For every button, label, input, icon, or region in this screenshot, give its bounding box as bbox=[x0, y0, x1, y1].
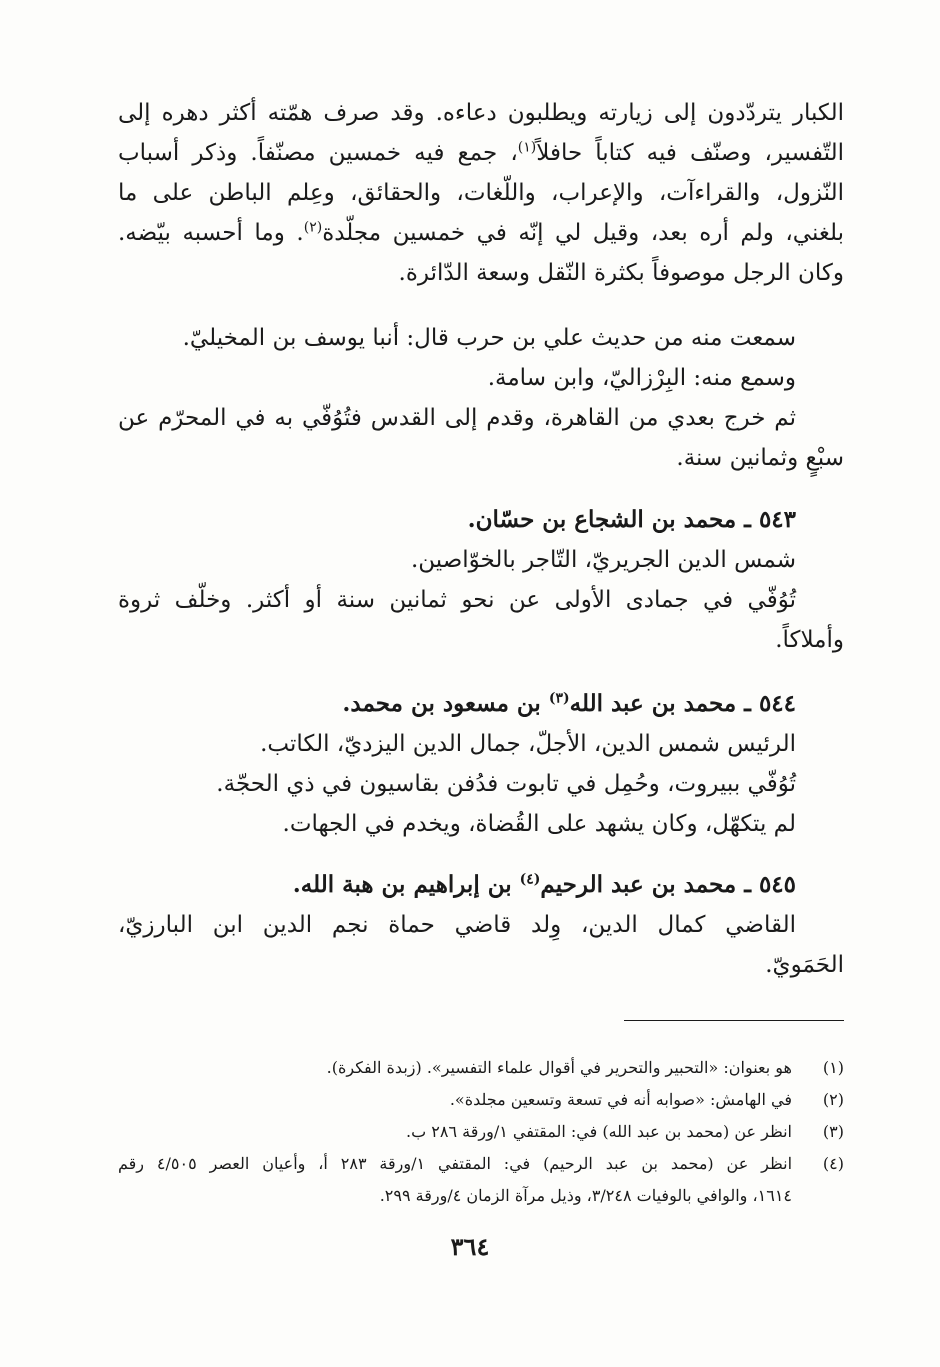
footnote-ref: (٢) bbox=[303, 219, 323, 236]
entry-heading: ٥٤٥ ـ محمد بن عبد الرحيم$^{(٤)}$ بن إبراهيم بن هبة الله. bbox=[292, 871, 796, 898]
text-line: ثم خرج بعدي من القاهرة، وقدم إلى القدس فتُوُفّي به في المحرّم عن bbox=[118, 405, 796, 431]
text-line: سمعت منه من حديث علي بن حرب قال: أنبا يوسف بن المخيليّ. bbox=[182, 325, 796, 351]
footnote bbox=[118, 1116, 844, 1148]
paragraph-hearing-and-death bbox=[118, 318, 844, 478]
footnote bbox=[118, 1084, 844, 1116]
text-line: وكان الرجل موصوفاً بكثرة النّقل وسعة الدّائرة. bbox=[398, 260, 844, 286]
text-line: القاضي كمال الدين، وِلد قاضي حماة نجم الدين ابن البارزيّ، bbox=[118, 912, 796, 938]
entry-heading: ٥٤٤ ـ محمد بن عبد الله$^{(٣)}$ بن مسعود بن محمد. bbox=[342, 690, 796, 717]
text-line: الحَمَويّ. bbox=[765, 952, 844, 978]
footnote-text: انظر عن (محمد بن عبد الرحيم) في: المقتفي ١/ورقة ٢٨٣ أ، وأعيان العصر ٤/٥٠٥ رقم bbox=[118, 1154, 792, 1173]
footnote bbox=[118, 1148, 844, 1212]
page-number: ٣٦٤ bbox=[450, 1232, 490, 1261]
text-line: تُوُفّي ببيروت، وحُمِل في تابوت فدُفن بقاسيون في ذي الحجّة. bbox=[216, 771, 796, 797]
text-line: شمس الدين الجريريّ، التّاجر بالخوّاصين. bbox=[410, 547, 796, 573]
text-line: وأملاكاً. bbox=[775, 627, 844, 653]
footnote-text: ١٦١٤، والوافي بالوفيات ٣/٢٤٨، وذيل مرآة الزمان ٤/ورقة ٢٩٩. bbox=[379, 1186, 792, 1205]
footnotes bbox=[118, 1052, 844, 1212]
text-line: تُوُفّي في جمادى الأولى عن نحو ثمانين سنة أو أكثر. وخلّف ثروة bbox=[118, 587, 796, 613]
footnote-text: هو بعنوان: «التحبير والتحرير في أقوال علماء التفسير». (زبدة الفكرة). bbox=[326, 1058, 792, 1077]
footnote-ref: (٤) bbox=[519, 871, 541, 888]
footnote-text: انظر عن (محمد بن عبد الله) في: المقتفي ١/ورقة ٢٨٦ ب. bbox=[406, 1122, 792, 1141]
footnote-number: (٤) bbox=[822, 1154, 844, 1173]
entry-544 bbox=[118, 684, 844, 844]
entry-543 bbox=[118, 500, 844, 660]
text-line: الرئيس شمس الدين، الأجلّ، جمال الدين اليزديّ، الكاتب. bbox=[260, 731, 796, 757]
footnote-number: (١) bbox=[822, 1058, 844, 1077]
footnote-number: (٢) bbox=[822, 1090, 844, 1109]
text-line: النّزول، والقراءآت، والإعراب، واللّغات، والحقائق، وعِلم الباطن على ما bbox=[118, 180, 844, 206]
entry-545 bbox=[118, 865, 844, 985]
text-line: لم يتكهّل، وكان يشهد على القُضاة، ويخدم في الجهات. bbox=[282, 811, 796, 837]
footnote bbox=[118, 1052, 844, 1084]
footnote-number: (٣) bbox=[822, 1122, 844, 1141]
footnote-ref: (١) bbox=[517, 139, 537, 156]
footnote-text: في الهامش: «صوابه أنه في تسعة وتسعين مجلدة». bbox=[449, 1090, 792, 1109]
text-line: وسمع منه: البِرْزاليّ، وابن سامة. bbox=[487, 365, 796, 391]
text-line: بلغني، ولم أره بعد، وقيل لي إنّه في خمسين مجلّدة$^{(٢)}$. وما أحسبه بيّضه. bbox=[118, 219, 844, 246]
text-line: التّفسير، وصنّف فيه كتاباً حافلاً$^{(١)}$، جمع فيه خمسين مصنّفاً. وذكر أسباب bbox=[118, 139, 844, 166]
paragraph-biography-continued bbox=[118, 93, 844, 293]
footnote-separator bbox=[624, 1020, 844, 1021]
text-line: سبْعٍ وثمانين سنة. bbox=[676, 445, 844, 471]
text-line: الكبار يتردّدون إلى زيارته ويطلبون دعاءه. وقد صرف همّته أكثر دهره إلى bbox=[118, 100, 844, 126]
footnote-ref: (٣) bbox=[548, 690, 570, 707]
entry-heading: ٥٤٣ ـ محمد بن الشجاع بن حسّان. bbox=[467, 506, 796, 533]
